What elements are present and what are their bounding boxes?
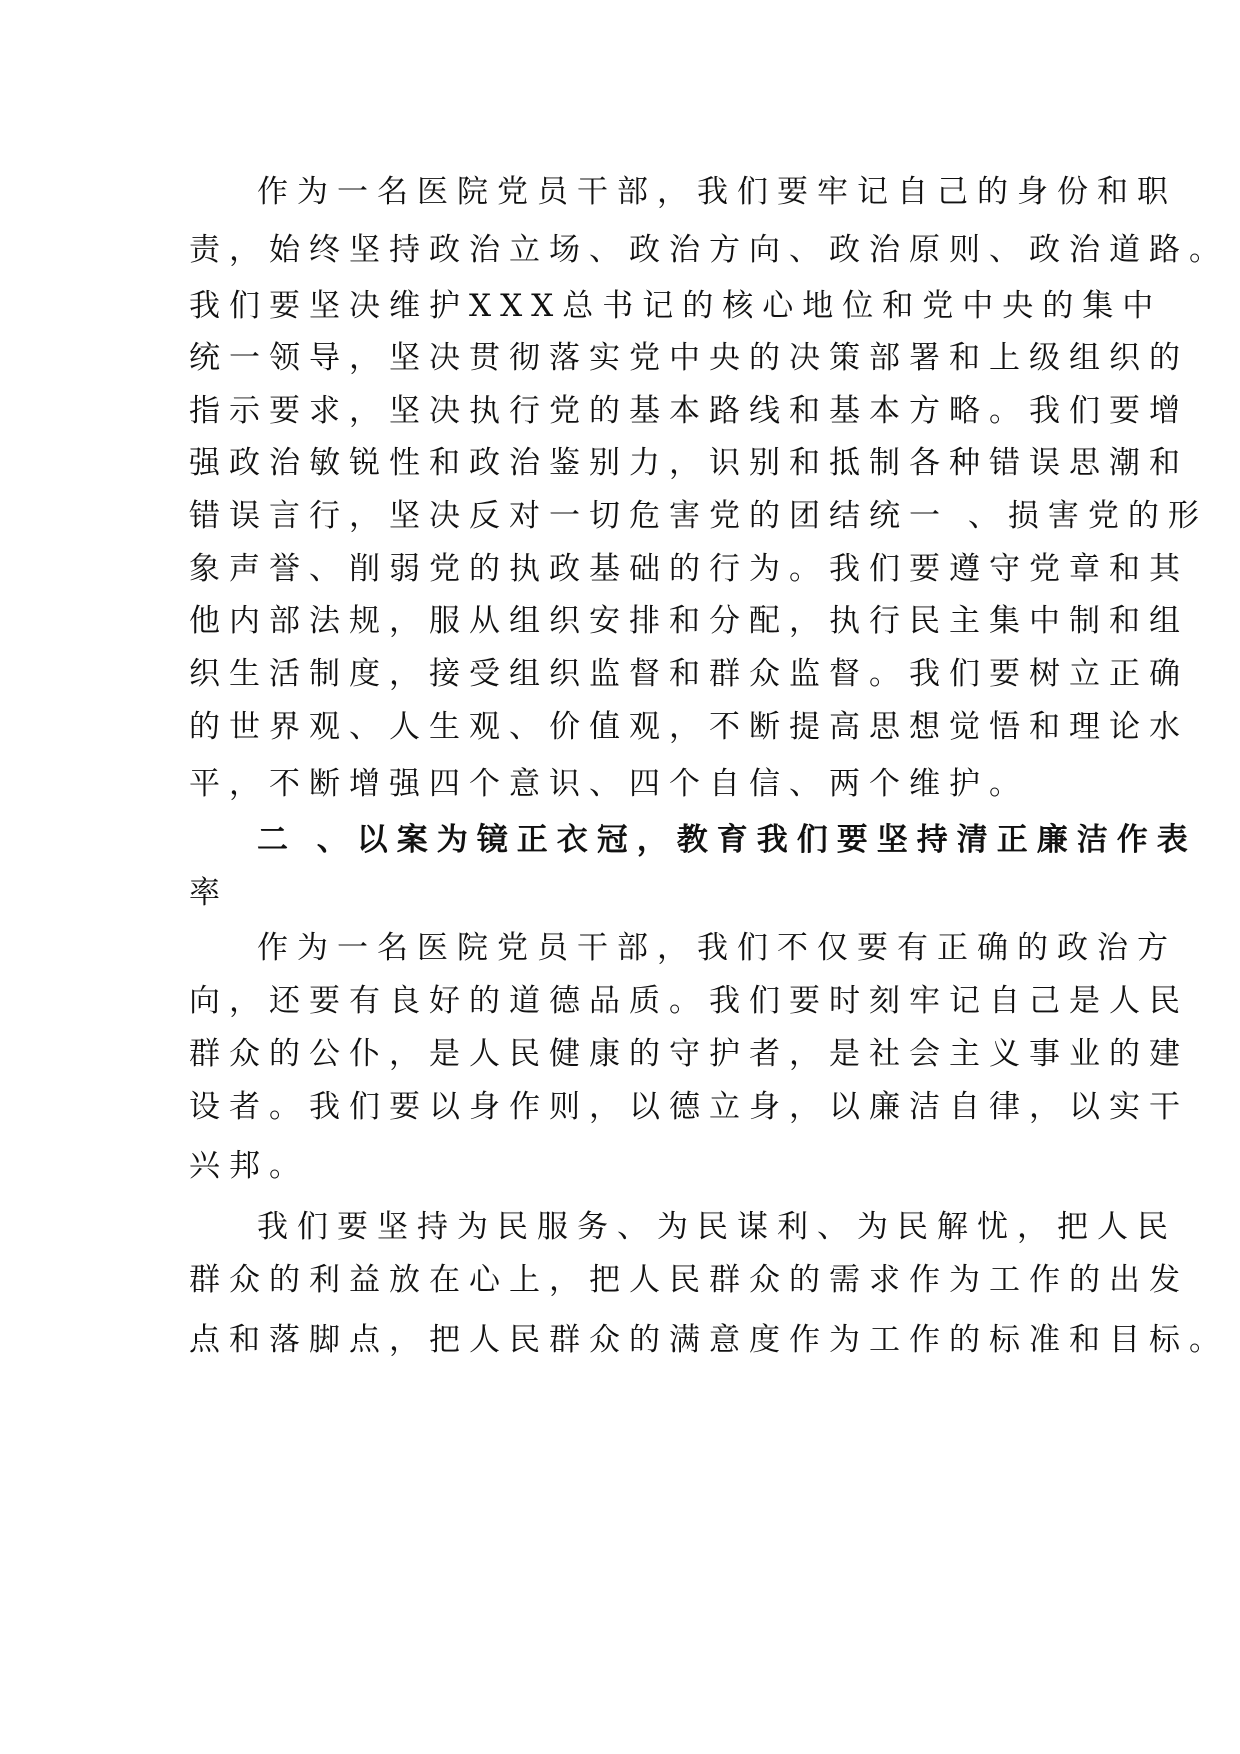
paragraph-2-line-1: 作为一名医院党员干部，我们不仅要有正确的政治方 — [257, 930, 1177, 966]
paragraph-1-line-12: 平，不断增强四个意识、四个自信、两个维护。 — [189, 766, 1029, 802]
paragraph-1-line-6: 强政治敏锐性和政治鉴别力，识别和抵制各种错误思潮和 — [189, 445, 1189, 481]
paragraph-3-line-1: 我们要坚持为民服务、为民谋利、为民解忧，把人民 — [257, 1209, 1177, 1245]
paragraph-1-line-2: 责，始终坚持政治立场、政治方向、政治原则、政治道路。 — [189, 232, 1229, 268]
paragraph-2-line-2: 向，还要有良好的道德品质。我们要时刻牢记自己是人民 — [189, 983, 1189, 1019]
paragraph-2-line-3: 群众的公仆，是人民健康的守护者，是社会主义事业的建 — [189, 1036, 1189, 1072]
paragraph-3-line-2: 群众的利益放在心上，把人民群众的需求作为工作的出发 — [189, 1262, 1189, 1298]
paragraph-2-line-4: 设者。我们要以身作则，以德立身，以廉洁自律，以实干 — [189, 1089, 1189, 1125]
paragraph-1-line-5: 指示要求，坚决执行党的基本路线和基本方略。我们要增 — [189, 393, 1189, 429]
paragraph-1-line-1: 作为一名医院党员干部，我们要牢记自己的身份和职 — [257, 174, 1177, 210]
paragraph-1-line-8: 象声誉、削弱党的执政基础的行为。我们要遵守党章和其 — [189, 551, 1189, 587]
paragraph-1-line-3: 我们要坚决维护XXX总书记的核心地位和党中央的集中 — [189, 288, 1163, 324]
section-heading-continuation: 率 — [189, 875, 229, 911]
paragraph-1-line-4: 统一领导，坚决贯彻落实党中央的决策部署和上级组织的 — [189, 340, 1189, 376]
paragraph-2-line-5: 兴邦。 — [189, 1148, 309, 1184]
paragraph-1-line-7: 错误言行，坚决反对一切危害党的团结统一 、损害党的形 — [189, 498, 1208, 534]
paragraph-1-line-9: 他内部法规，服从组织安排和分配，执行民主集中制和组 — [189, 603, 1189, 639]
section-heading: 二 、以案为镜正衣冠，教育我们要坚持清正廉洁作表 — [257, 822, 1197, 858]
paragraph-3-line-3: 点和落脚点，把人民群众的满意度作为工作的标准和目标。 — [189, 1322, 1229, 1358]
paragraph-1-line-10: 织生活制度，接受组织监督和群众监督。我们要树立正确 — [189, 656, 1189, 692]
paragraph-1-line-11: 的世界观、人生观、价值观，不断提高思想觉悟和理论水 — [189, 709, 1189, 745]
